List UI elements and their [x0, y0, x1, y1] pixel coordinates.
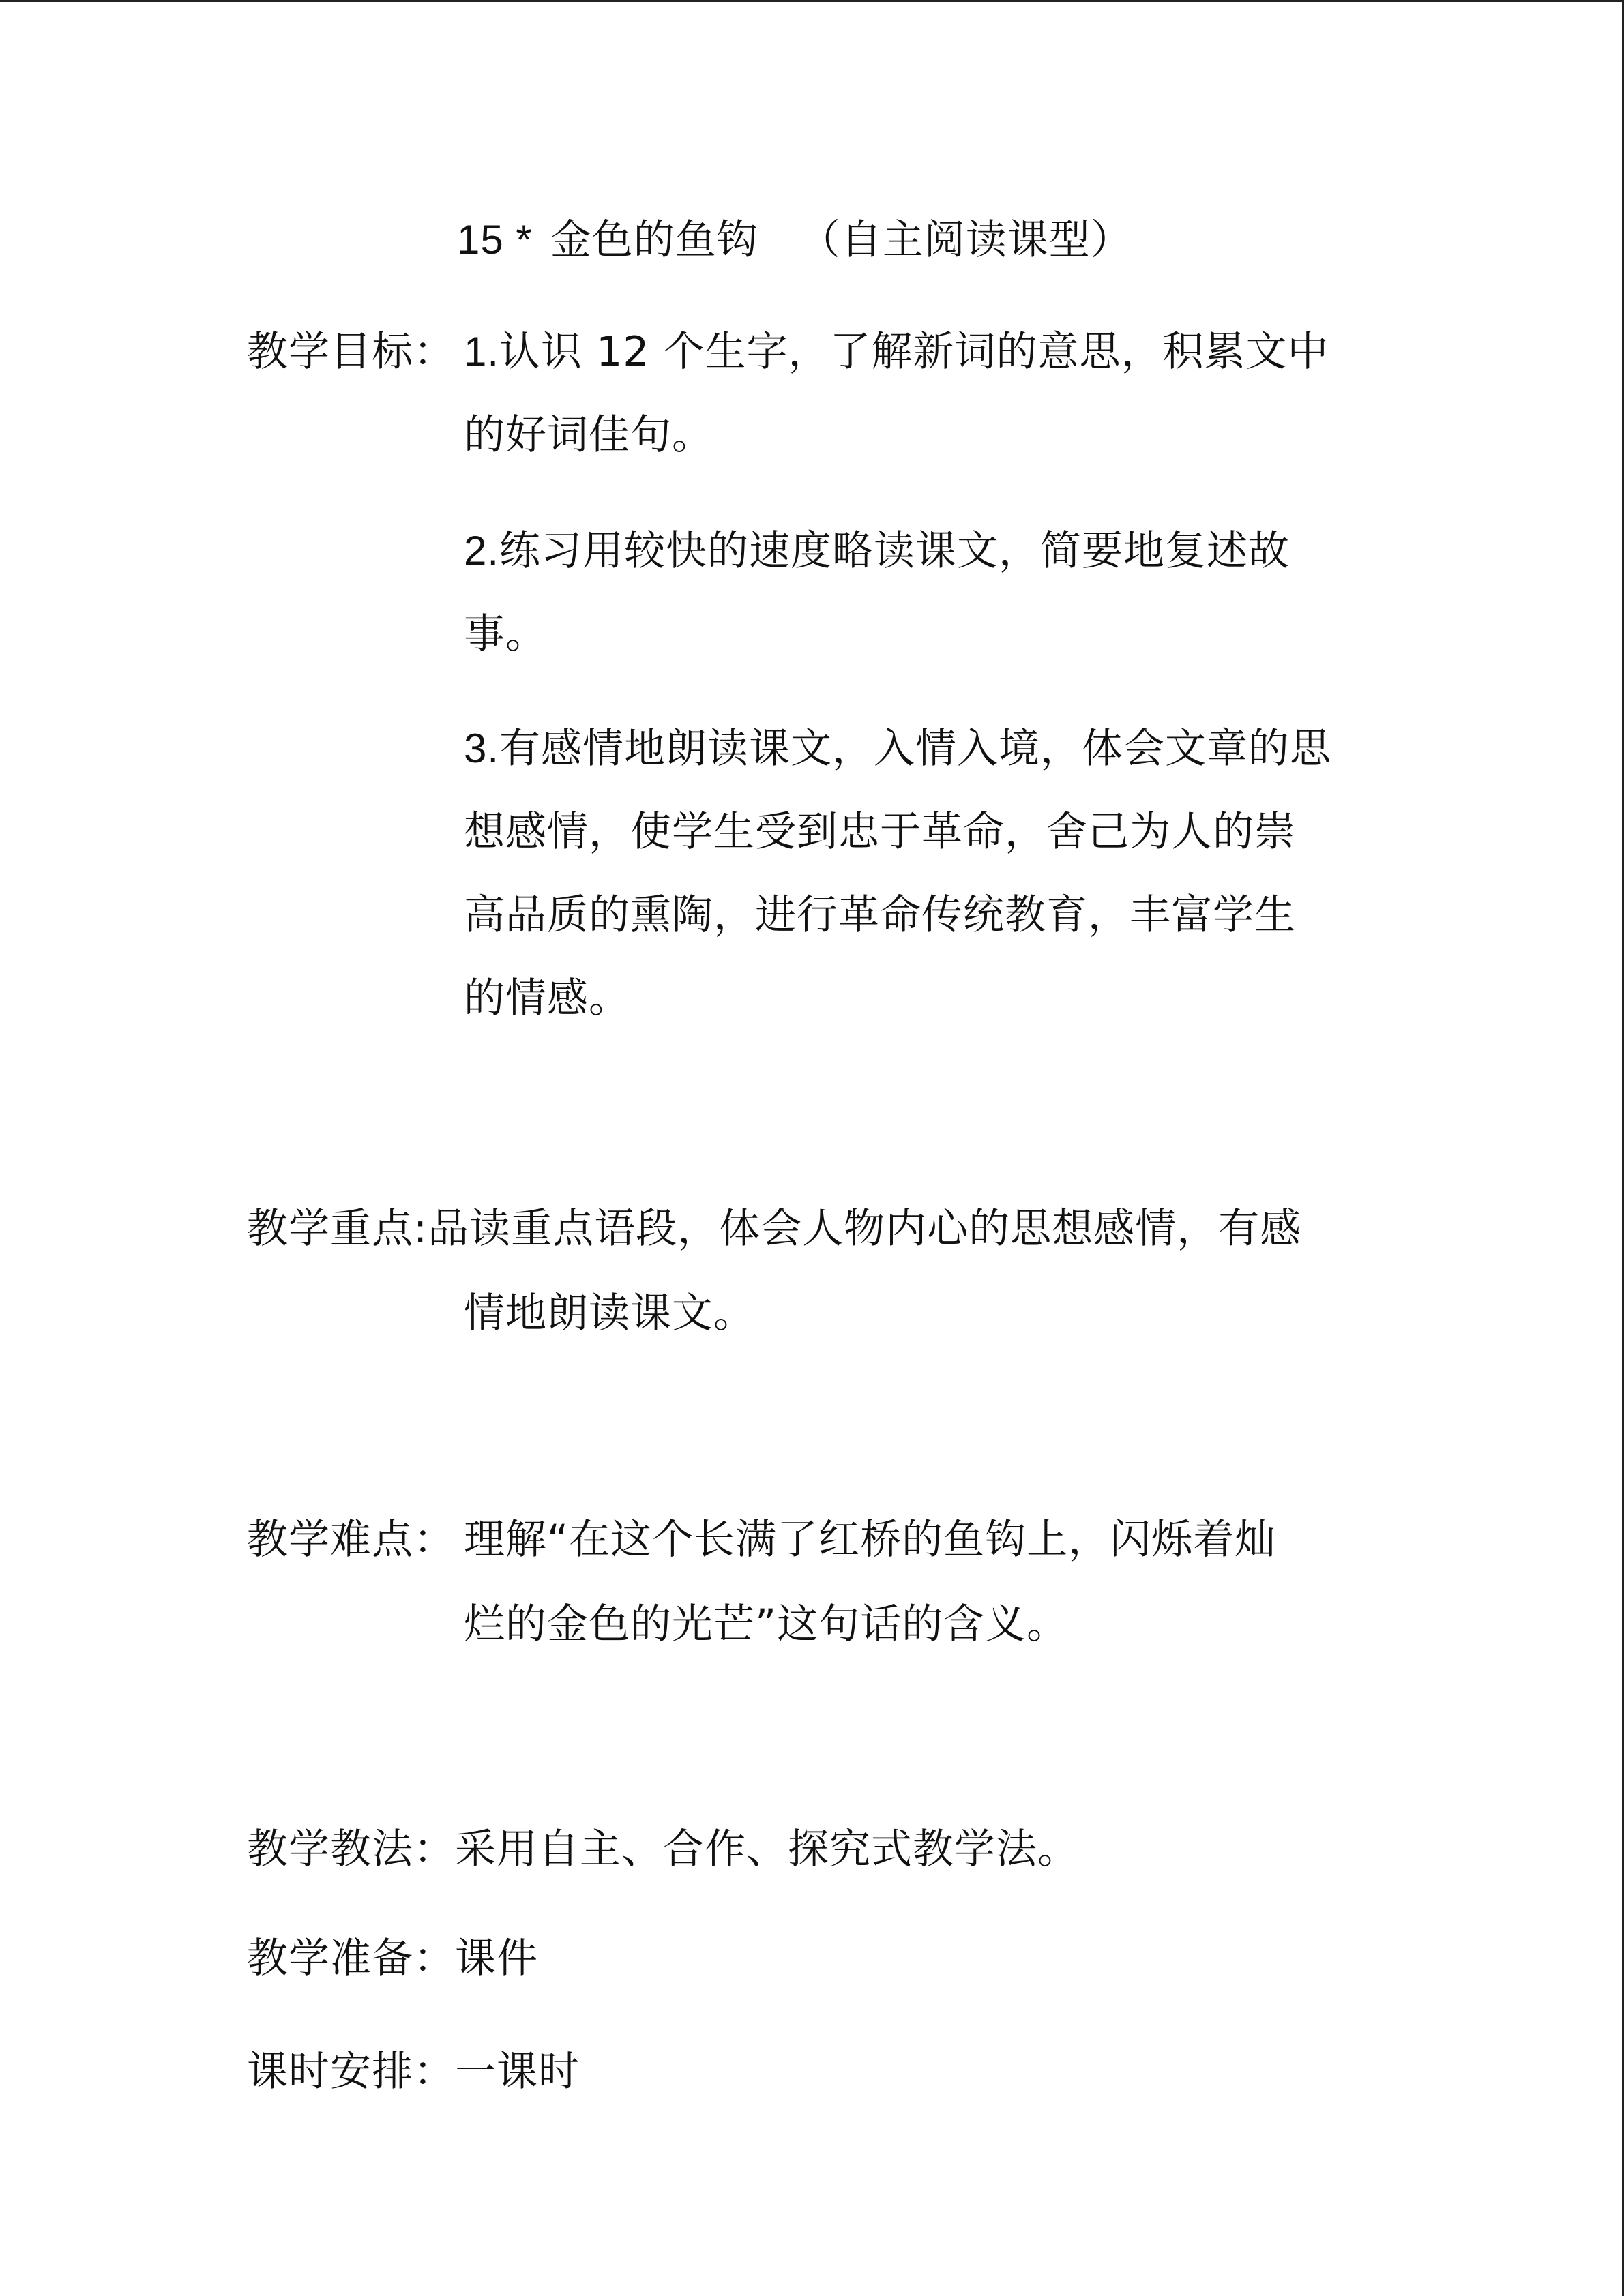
page-border-top [0, 0, 1624, 2]
objective-1-number: 1. [464, 329, 500, 374]
title-type: （自主阅读课型） [799, 216, 1132, 264]
objective-1-line-1 [464, 327, 1329, 376]
difficulty-line-2: 烂的金色的光芒”这句话的含义。 [464, 1600, 1069, 1648]
difficulty-line-1: 理解“在这个长满了红桥的鱼钩上，闪烁着灿 [464, 1516, 1277, 1564]
preparation-text: 课件 [455, 1935, 538, 1982]
schedule-line [247, 2047, 580, 2096]
method-label: 教学教法： [247, 1825, 455, 1873]
schedule-text: 一课时 [455, 2048, 580, 2096]
objective-3-line-3: 高品质的熏陶，进行革命传统教育，丰富学生 [464, 891, 1296, 939]
document-title [457, 215, 1132, 265]
objective-3-line-2: 想感情，使学生受到忠于革命，舍己为人的崇 [464, 808, 1296, 856]
key-point-line-1 [247, 1204, 1301, 1253]
difficulty-label: 教学难点： [247, 1516, 455, 1564]
objective-2-line-2: 事。 [464, 610, 547, 658]
objective-3-line-1 [464, 724, 1331, 773]
method-line [247, 1825, 1079, 1874]
objective-3-line-4: 的情感。 [464, 974, 630, 1022]
objective-3-number: 3. [464, 726, 500, 771]
objective-1-text: 认识 12 个生字，了解新词的意思，积累文中 [499, 328, 1329, 376]
title-name: 金色的鱼钩 [550, 216, 758, 264]
objectives-label: 教学目标： [247, 328, 455, 376]
key-point-text: 品读重点语段，体会人物内心的思想感情，有感 [428, 1205, 1302, 1253]
objective-2-number: 2. [464, 528, 500, 573]
preparation-line [247, 1934, 538, 1983]
key-point-line-2: 情地朗读课文。 [464, 1289, 755, 1337]
preparation-label: 教学准备： [247, 1935, 455, 1982]
objective-3-text: 有感情地朗读课文，入情入境，体会文章的思 [499, 725, 1332, 773]
key-point-label: 教学重点: [247, 1205, 428, 1253]
objective-1-line-2: 的好词佳句。 [464, 411, 713, 459]
method-text: 采用自主、合作、探究式教学法。 [455, 1825, 1079, 1873]
title-number: 15 * [457, 217, 533, 263]
objective-2-line-1 [464, 526, 1290, 576]
schedule-label: 课时安排： [247, 2048, 455, 2096]
objective-2-text: 练习用较快的速度略读课文，简要地复述故 [499, 527, 1290, 575]
